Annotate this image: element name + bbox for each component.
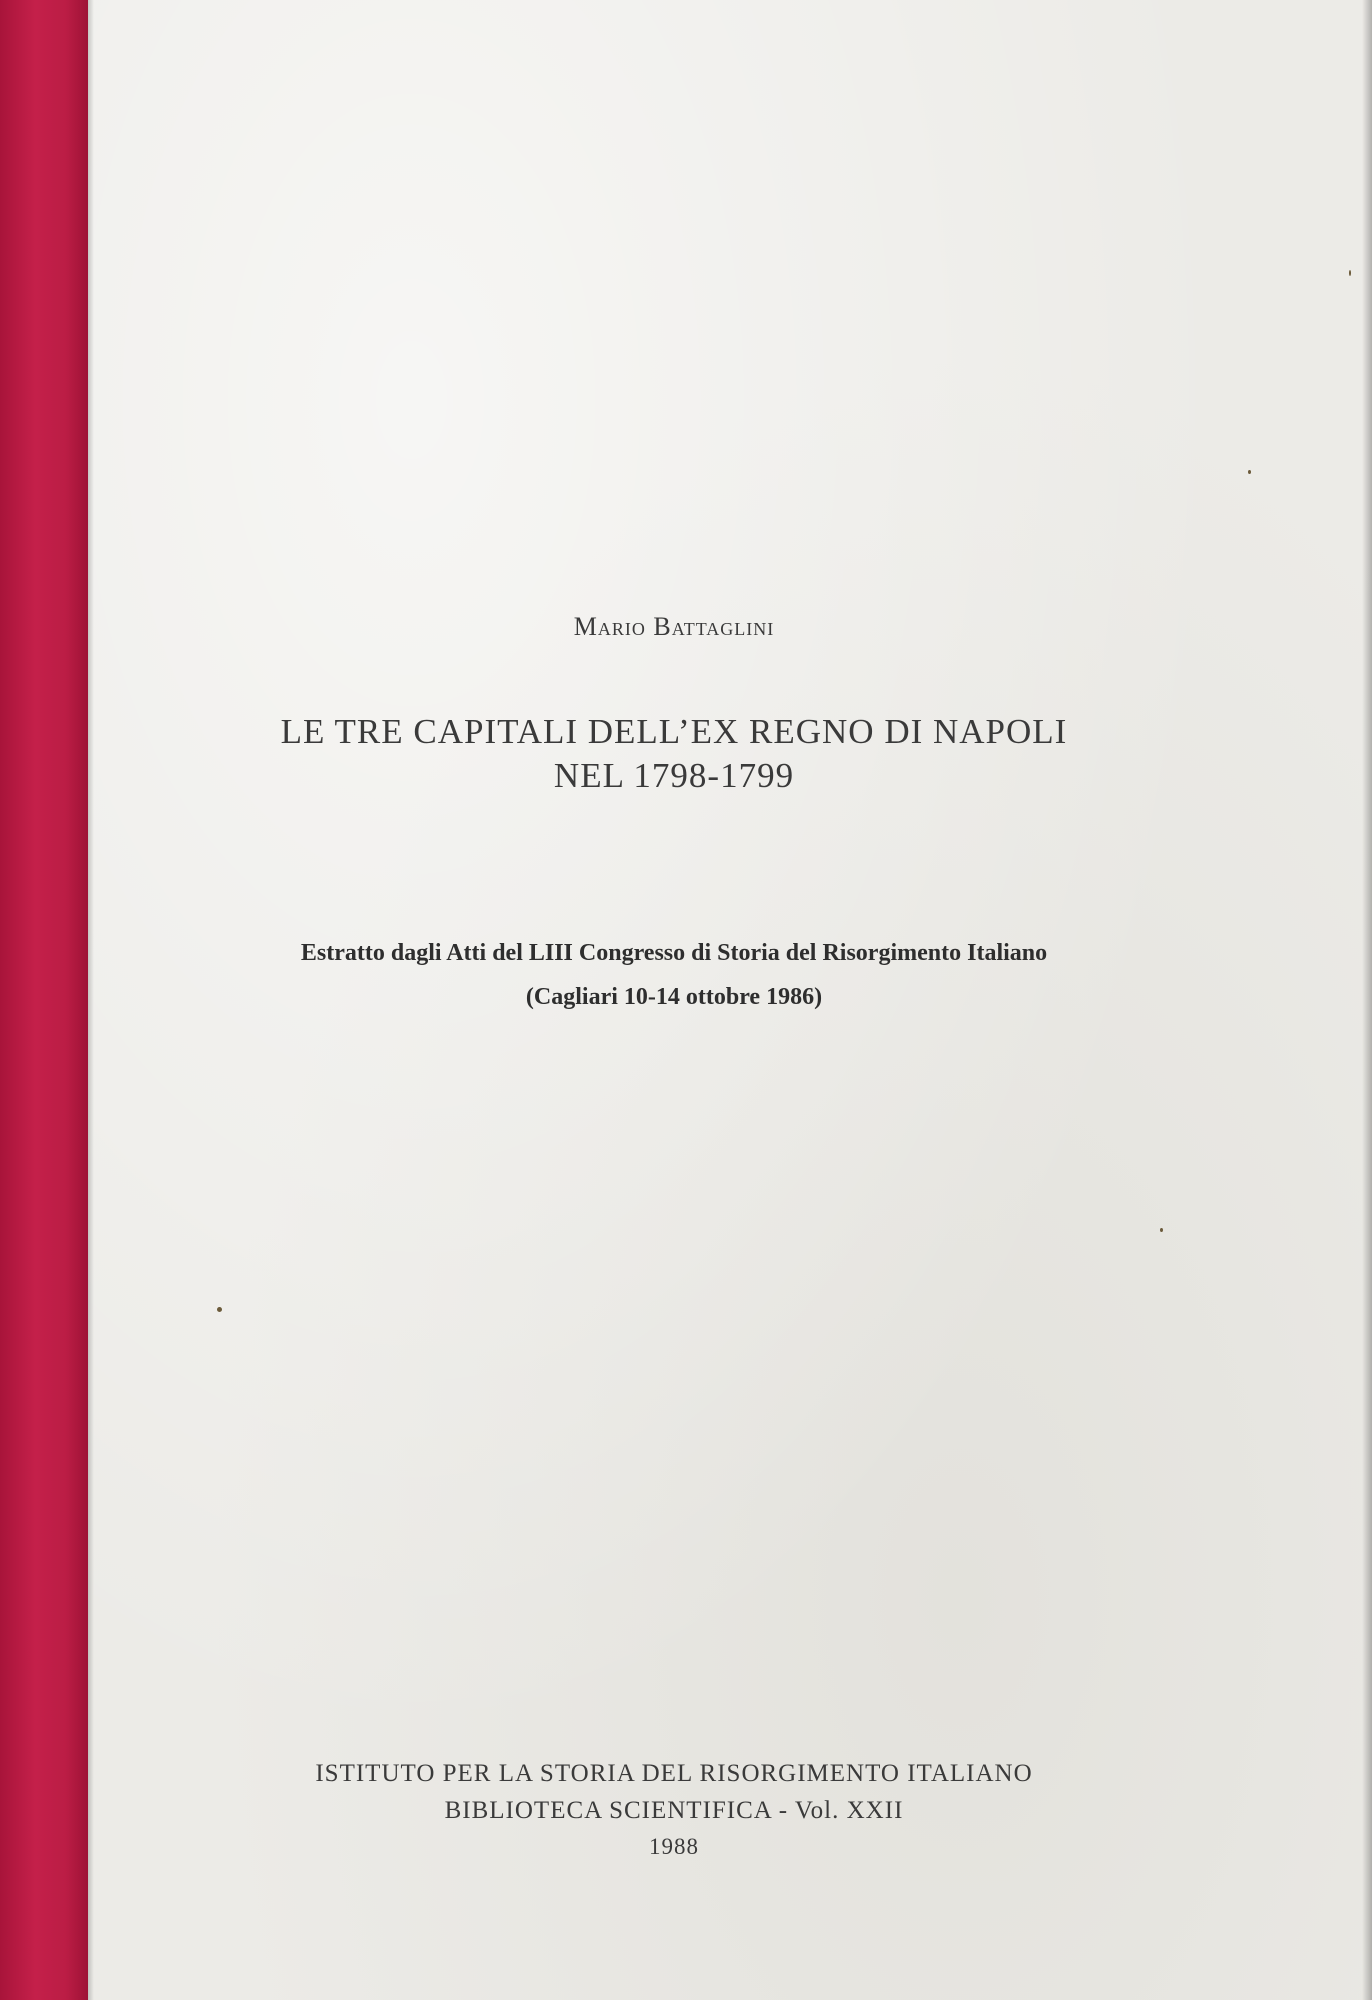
publisher-line-2: BIBLIOTECA SCIENTIFICA - Vol. XXII (444, 1797, 904, 1824)
page-edge-shadow (1362, 0, 1372, 2000)
paper-speck (217, 1307, 222, 1312)
paper-speck (1248, 470, 1251, 474)
extract-line-1: Estratto dagli Atti del LIII Congresso di Storia del Risorgimento Italiano (300, 940, 1048, 966)
red-spine-binding (0, 0, 88, 2000)
paper-speck (1349, 270, 1351, 276)
publisher-line-1: ISTITUTO PER LA STORIA DEL RISORGIMENTO ITALIANO (315, 1760, 1033, 1787)
title-line-1: LE TRE CAPITALI DELL’EX REGNO DI NAPOLI (280, 712, 1068, 751)
extract-line-2: (Cagliari 10-14 ottobre 1986) (525, 984, 823, 1010)
title-line-2: NEL 1798-1799 (553, 756, 795, 795)
author-name: Mario Battaglini (573, 612, 775, 641)
publication-year: 1988 (649, 1834, 699, 1859)
paper-speck (1160, 1228, 1163, 1232)
